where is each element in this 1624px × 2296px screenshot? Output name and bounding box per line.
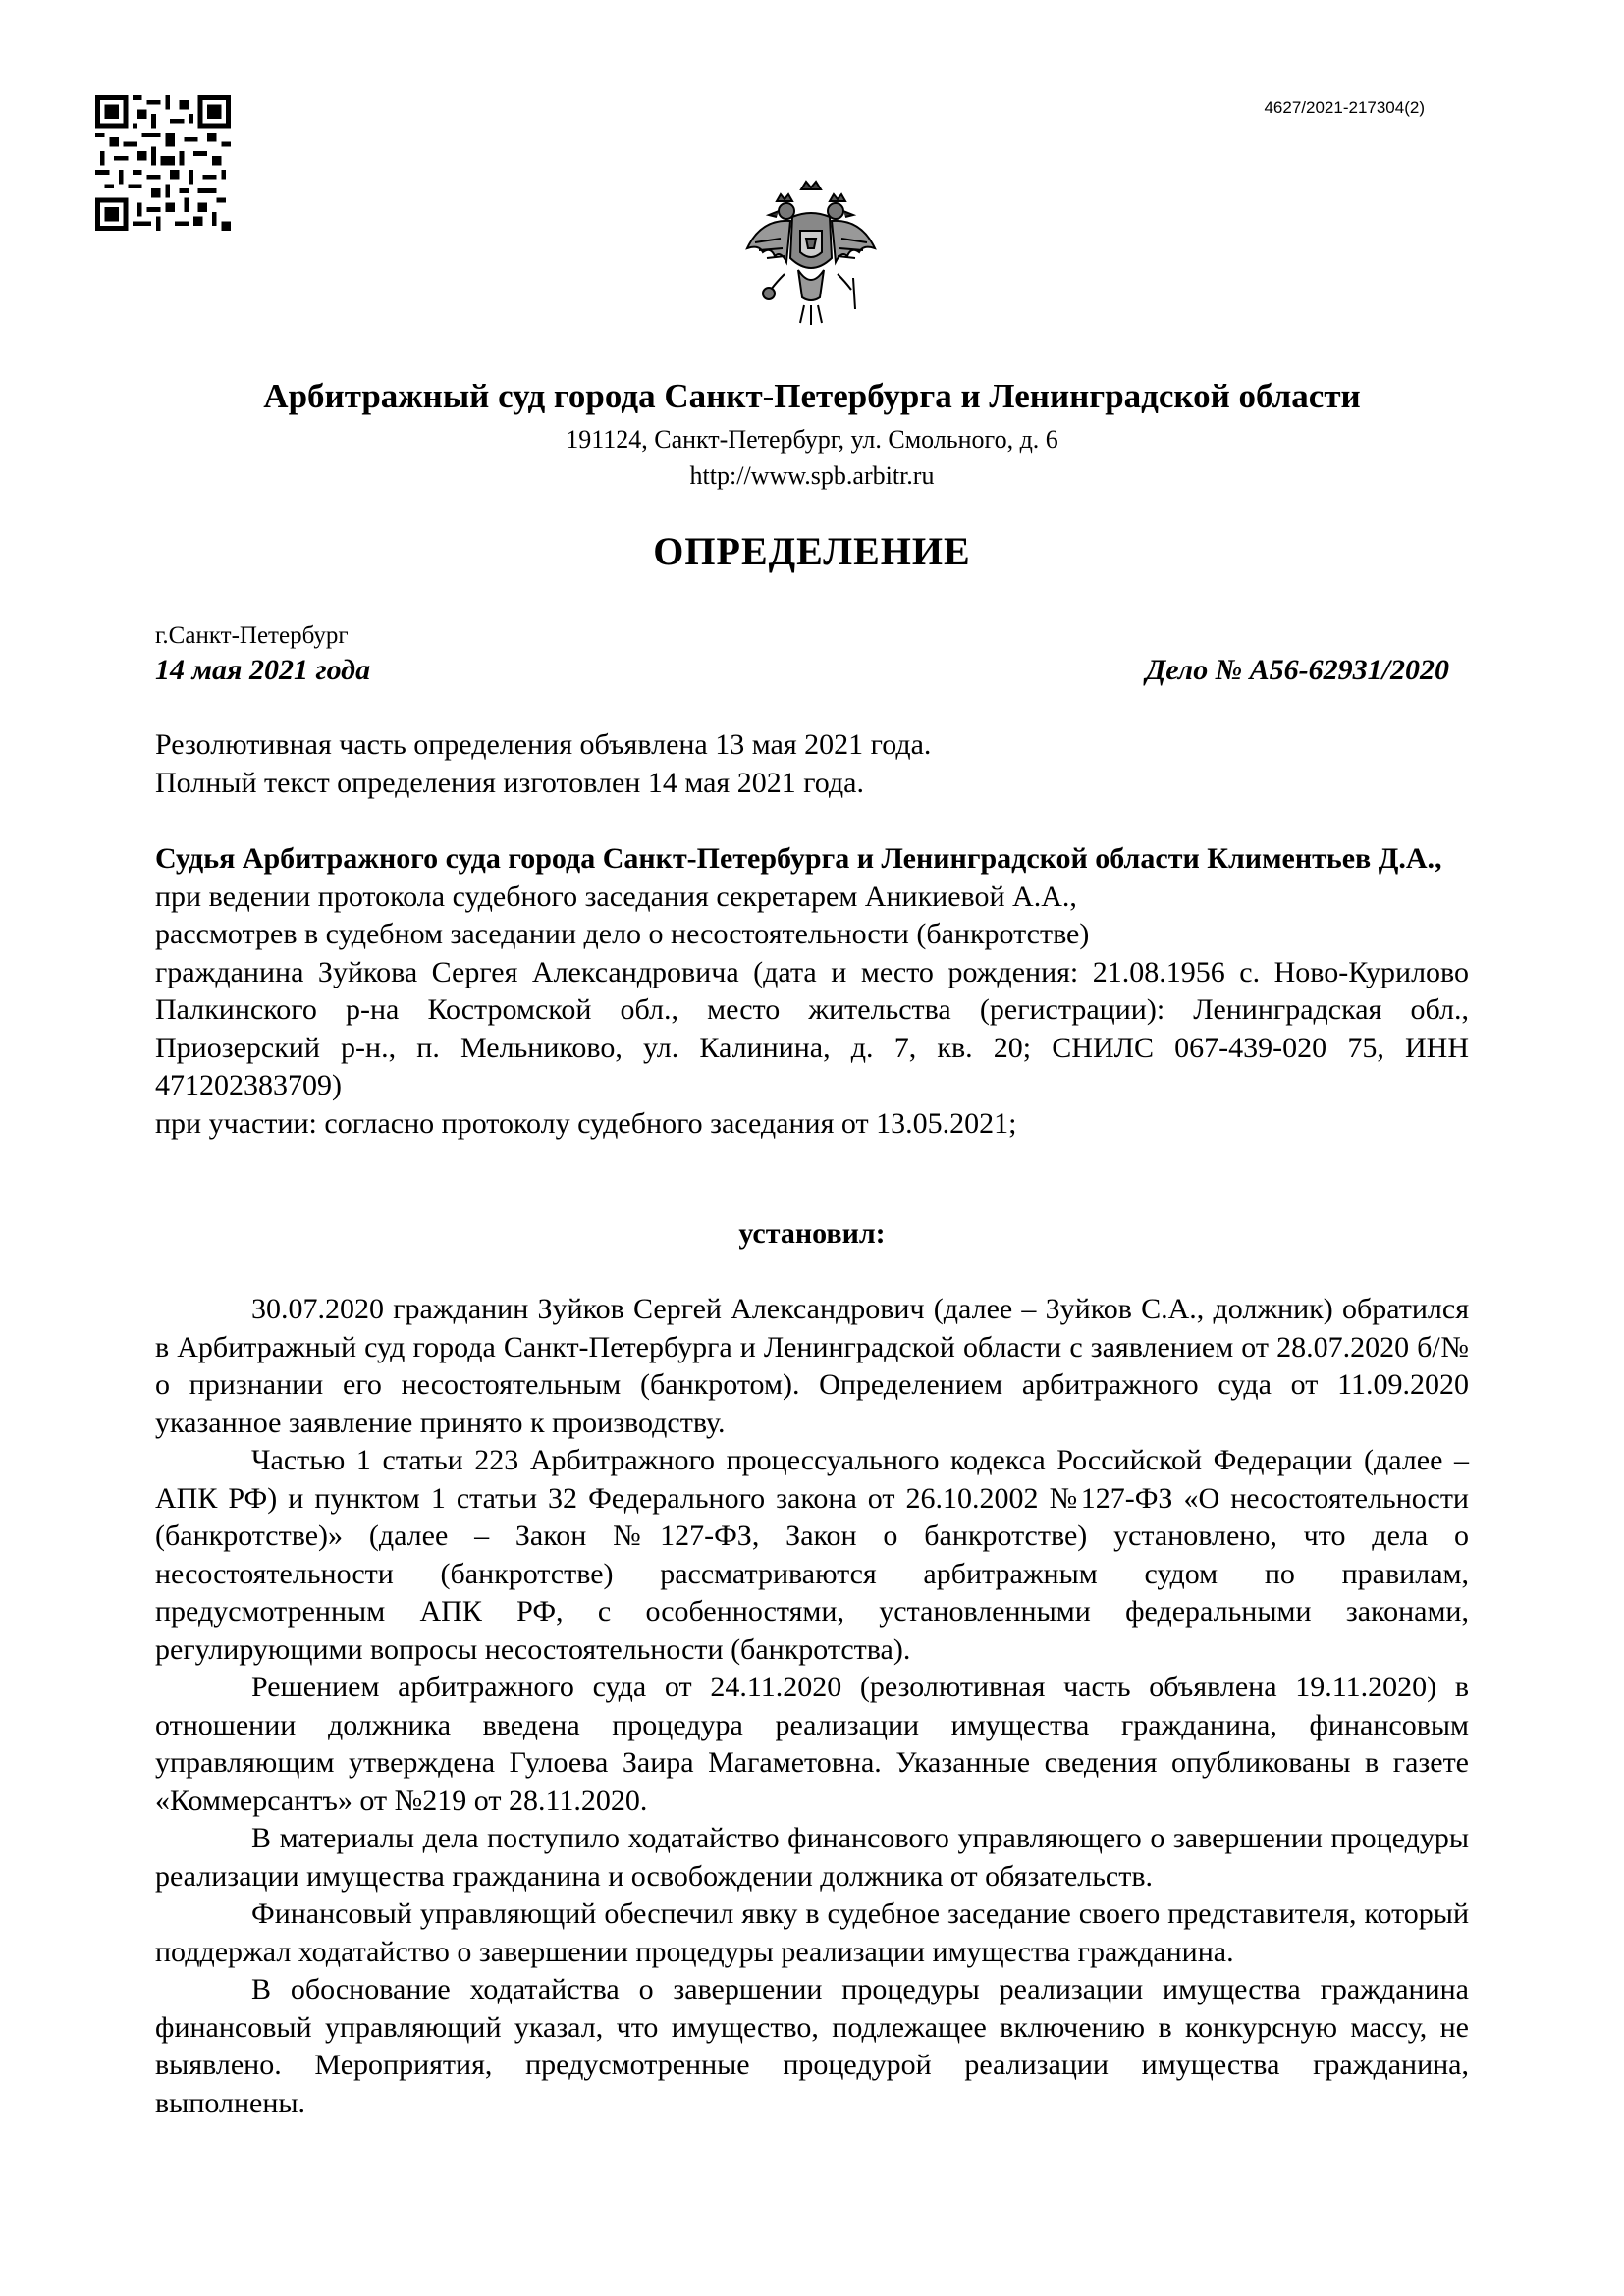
- document-id: 4627/2021-217304(2): [1264, 98, 1425, 117]
- court-address: 191124, Санкт-Петербург, ул. Смольного, д. 6: [566, 425, 1058, 454]
- paragraph: В материалы дела поступило ходатайство финансового управляющего о завершении процедуры реализации имущества гражданина и освобождении должника от обязательств.: [155, 1822, 1469, 1893]
- court-url: http://www.spb.arbitr.ru: [689, 461, 935, 490]
- considering-line: рассмотрев в судебном заседании дело о несостоятельности (банкротстве): [155, 918, 1090, 950]
- date-line: [155, 654, 1449, 687]
- full-text-prepared: Полный текст определения изготовлен 14 мая 2021 года.: [155, 766, 864, 799]
- body-text: [155, 1291, 1469, 2122]
- announcement-block: [155, 726, 1469, 802]
- paragraph: 30.07.2020 гражданин Зуйков Сергей Александрович (далее – Зуйков С.А., должник) обратился в Арбитражный суд города Санкт-Петербурга и Ленинградской области с заявлением от 28.07.2020 б/№ о признании его несостоятельным (банкротом). Определением арбитражного суда от 11.09.2020 указанное заявление принято к производству.: [155, 1293, 1469, 1439]
- debtor-line: гражданина Зуйкова Сергея Александровича (дата и место рождения: 21.08.1956 с. Ново-Курилово Палкинского р-на Костромской обл., место жительства (регистрации): Ленинградская обл., Приозерский р-н., п. Мельниково, ул. Калинина, д. 7, кв. 20; СНИЛС 067-439-020 75, ИНН 471202383709): [155, 955, 1469, 1101]
- paragraph: В обоснование ходатайства о завершении процедуры реализации имущества гражданина финансовый управляющий указал, что имущество, подлежащее включению в конкурсную массу, не выявлено. Мероприятия, предусмотренные процедурой реализации имущества гражданина, выполнены.: [155, 1973, 1469, 2119]
- russian-coat-of-arms-icon: [741, 180, 881, 329]
- judge-block: [155, 840, 1469, 1143]
- city: г.Санкт-Петербург: [155, 622, 349, 649]
- document-date: 14 мая 2021 года: [155, 654, 371, 686]
- paragraph: Финансовый управляющий обеспечил явку в судебное заседание своего представителя, который поддержал ходатайство о завершении процедуры реализации имущества гражданина.: [155, 1897, 1469, 1968]
- paragraph: Частью 1 статьи 223 Арбитражного процессуального кодекса Российской Федерации (далее – АПК РФ) и пунктом 1 статьи 32 Федерального закона от 26.10.2002 №127-ФЗ «О несостоятельности (банкротстве)» (далее – Закон №127-ФЗ, Закон о банкротстве) установлено, что дела о несостоятельности (банкротстве) рассматриваются арбитражным судом по правилам, предусмотренным АПК РФ, с особенностями, установленными федеральными законами, регулирующими вопросы несостоятельности (банкротства).: [155, 1444, 1469, 1666]
- paragraph: Решением арбитражного суда от 24.11.2020 (резолютивная часть объявлена 19.11.2020) в отношении должника введена процедура реализации имущества гражданина, финансовым управляющим утверждена Гулоева Заира Магаметовна. Указанные сведения опубликованы в газете «Коммерсантъ» от №219 от 28.11.2020.: [155, 1671, 1469, 1817]
- judge-title: Судья Арбитражного суда города Санкт-Петербурга и Ленинградской области Климентьев Д.А.,: [155, 842, 1442, 875]
- resolution-announced: Резолютивная часть определения объявлена 13 мая 2021 года.: [155, 728, 932, 761]
- qr-code-icon: [95, 95, 231, 231]
- document-title: ОПРЕДЕЛЕНИЕ: [653, 529, 971, 573]
- court-name: Арбитражный суд города Санкт-Петербурга и Ленинградской области: [263, 377, 1361, 415]
- participation-line: при участии: согласно протоколу судебного заседания от 13.05.2021;: [155, 1106, 1017, 1140]
- secretary-line: при ведении протокола судебного заседания секретарем Аникиевой А.А.,: [155, 880, 1077, 913]
- section-heading: установил:: [738, 1217, 886, 1250]
- case-number: Дело № А56-62931/2020: [1145, 654, 1449, 686]
